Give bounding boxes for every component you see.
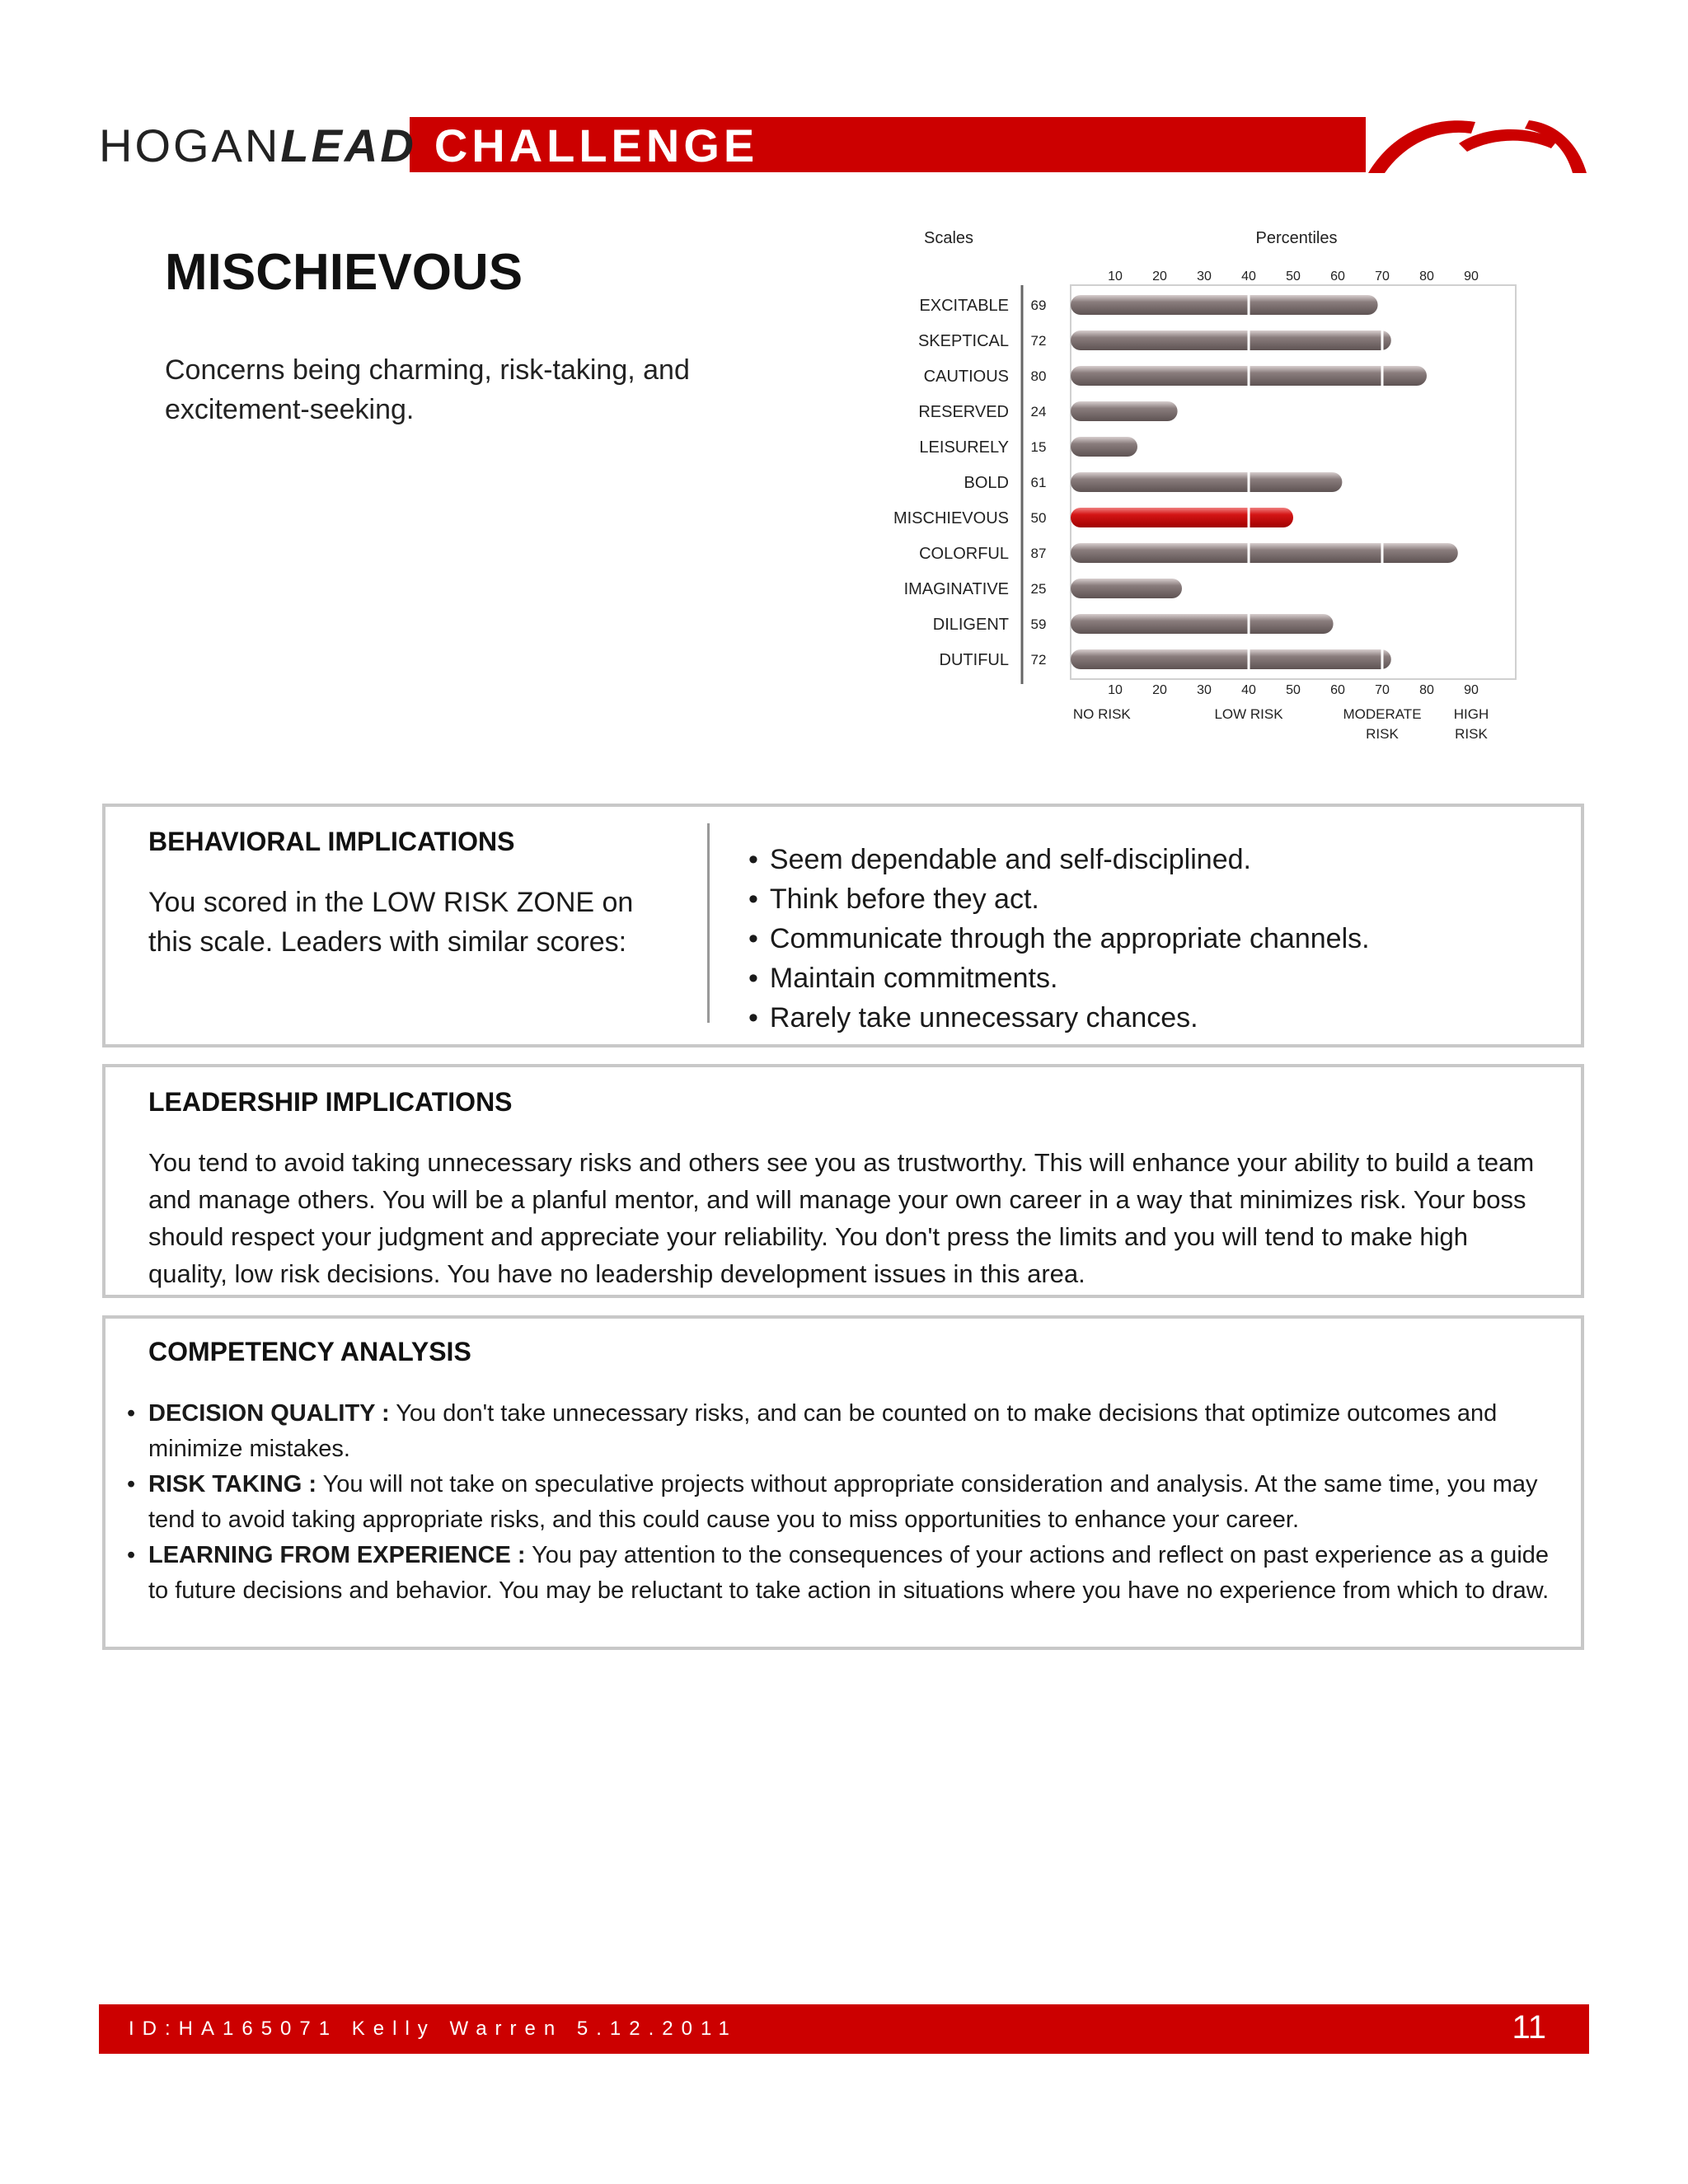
- score-label: 72: [1030, 333, 1047, 349]
- tick-label: 50: [1286, 683, 1301, 697]
- score-label: 69: [1030, 298, 1047, 313]
- risk-zone-label: NO RISK: [1072, 706, 1131, 722]
- tick-label: 10: [1108, 683, 1123, 697]
- score-label: 72: [1030, 652, 1047, 668]
- risk-zone-label: HIGH: [1453, 706, 1489, 722]
- risk-zone-label: RISK: [1455, 726, 1488, 742]
- bar: [1071, 543, 1458, 563]
- list-item: • Rarely take unnecessary chances.: [748, 998, 1370, 1038]
- scale-label: CAUTIOUS: [923, 368, 1009, 386]
- competency-term: DECISION QUALITY :: [148, 1400, 390, 1427]
- list-item: • Communicate through the appropriate channels.: [748, 919, 1370, 958]
- competency-item: [148, 1396, 1558, 1467]
- scale-label: COLORFUL: [919, 545, 1009, 563]
- competency-item: [148, 1467, 1558, 1538]
- bar: [1071, 472, 1342, 492]
- footer-bar: [99, 2004, 1589, 2054]
- scale-label: MISCHIEVOUS: [893, 509, 1009, 527]
- bar: [1071, 614, 1334, 634]
- tick-label: 50: [1286, 269, 1301, 284]
- score-label: 59: [1030, 616, 1047, 632]
- competency-text: You will not take on speculative projects without appropriate consideration and analysis. At the same time, you may tend to avoid taking appropriate risks, and this could cause you to miss opportunities to enhance your career.: [148, 1471, 1538, 1533]
- panel-divider: [707, 823, 710, 1023]
- scale-label: BOLD: [964, 474, 1009, 492]
- competency-list: [148, 1396, 1558, 1609]
- score-label: 24: [1030, 404, 1047, 419]
- tick-label: 40: [1241, 683, 1256, 697]
- risk-zone-label: MODERATE: [1343, 706, 1422, 722]
- tick-label: 80: [1419, 269, 1434, 284]
- brand-challenge: CHALLENGE: [434, 119, 759, 171]
- competency-heading: COMPETENCY ANALYSIS: [148, 1337, 471, 1366]
- tick-label: 30: [1197, 269, 1212, 284]
- competency-term: LEARNING FROM EXPERIENCE :: [148, 1542, 526, 1568]
- risk-zone-label: RISK: [1366, 726, 1399, 742]
- tick-label: 10: [1108, 269, 1123, 284]
- bar: [1071, 295, 1378, 315]
- leadership-implications-panel: [102, 1064, 1584, 1298]
- tick-label: 20: [1152, 683, 1167, 697]
- bar: [1071, 437, 1137, 457]
- behavioral-intro: You scored in the LOW RISK ZONE on this scale. Leaders with similar scores:: [148, 887, 634, 958]
- bar: [1071, 579, 1182, 598]
- score-label: 87: [1030, 546, 1047, 561]
- tick-label: 80: [1419, 683, 1434, 697]
- risk-zone-label: LOW RISK: [1214, 706, 1283, 722]
- swoosh-logo-icon: [1360, 115, 1591, 175]
- behavioral-heading: BEHAVIORAL IMPLICATIONS: [148, 827, 515, 856]
- highlighted-bar: [1071, 508, 1293, 527]
- score-label: 80: [1030, 368, 1047, 384]
- competency-text: You don't take unnecessary risks, and can be counted on to make decisions that optimize outcomes and minimize mistakes.: [148, 1400, 1498, 1462]
- tick-label: 40: [1241, 269, 1256, 284]
- scale-label: IMAGINATIVE: [903, 580, 1009, 598]
- leadership-heading: LEADERSHIP IMPLICATIONS: [148, 1087, 513, 1117]
- score-label: 50: [1030, 510, 1047, 526]
- scales-header: Scales: [923, 229, 974, 247]
- tick-label: 90: [1464, 269, 1479, 284]
- score-label: 15: [1030, 439, 1047, 455]
- tick-label: 70: [1375, 269, 1390, 284]
- competency-text: You pay attention to the consequences of your actions and reflect on past experience as a guide to future decisions and behavior. You may be reluctant to take action in situations where you have no experience from which to draw.: [148, 1542, 1550, 1604]
- bar: [1071, 649, 1391, 669]
- footer-id: ID:HA165071 Kelly Warren 5.12.2011: [129, 2018, 738, 2040]
- brand-hogan: HOGAN: [99, 119, 281, 171]
- scale-label: RESERVED: [918, 403, 1009, 421]
- tick-label: 20: [1152, 269, 1167, 284]
- score-label: 61: [1030, 475, 1047, 490]
- scale-label: DUTIFUL: [939, 651, 1009, 669]
- percentiles-header: Percentiles: [1255, 229, 1338, 247]
- scale-title: MISCHIEVOUS: [165, 244, 523, 301]
- list-item: • Seem dependable and self-disciplined.: [748, 840, 1370, 879]
- behavioral-implications-panel: [102, 804, 1584, 1047]
- bar: [1071, 330, 1391, 350]
- behavioral-bullets: [748, 840, 1370, 1038]
- competency-analysis-panel: [102, 1315, 1584, 1650]
- scale-label: EXCITABLE: [919, 297, 1009, 315]
- competency-item: [148, 1538, 1558, 1609]
- page-number: 11: [1512, 2009, 1546, 2046]
- tick-label: 90: [1464, 683, 1479, 697]
- scale-label: DILIGENT: [932, 616, 1009, 634]
- scale-label: SKEPTICAL: [917, 332, 1009, 350]
- tick-label: 60: [1330, 683, 1345, 697]
- scale-description: Concerns being charming, risk-taking, and excitement-seeking.: [165, 354, 690, 425]
- competency-term: RISK TAKING :: [148, 1471, 317, 1497]
- percentile-chart: [857, 214, 1681, 758]
- scale-label: LEISURELY: [919, 438, 1009, 457]
- percentile-chart-svg: [857, 214, 1681, 758]
- bar: [1071, 401, 1178, 421]
- score-label: 25: [1030, 581, 1047, 597]
- tick-label: 60: [1330, 269, 1345, 284]
- tick-label: 30: [1197, 683, 1212, 697]
- leadership-body: You tend to avoid taking unnecessary risks and others see you as trustworthy. This will enhance your ability to build a team and manage others. You will be a planful mentor, and will manage your own career in a way that minimizes risk. Your boss should respect your judgment and appreciate your reliability. You don't press the limits and you will tend to make high quality, low risk decisions. You have no leadership development issues in this area.: [148, 1148, 1535, 1288]
- list-item: • Maintain commitments.: [748, 958, 1370, 998]
- list-item: • Think before they act.: [748, 879, 1370, 919]
- brand-logo-text: [99, 115, 758, 175]
- tick-label: 70: [1375, 683, 1390, 697]
- brand-lead: LEAD: [280, 119, 416, 171]
